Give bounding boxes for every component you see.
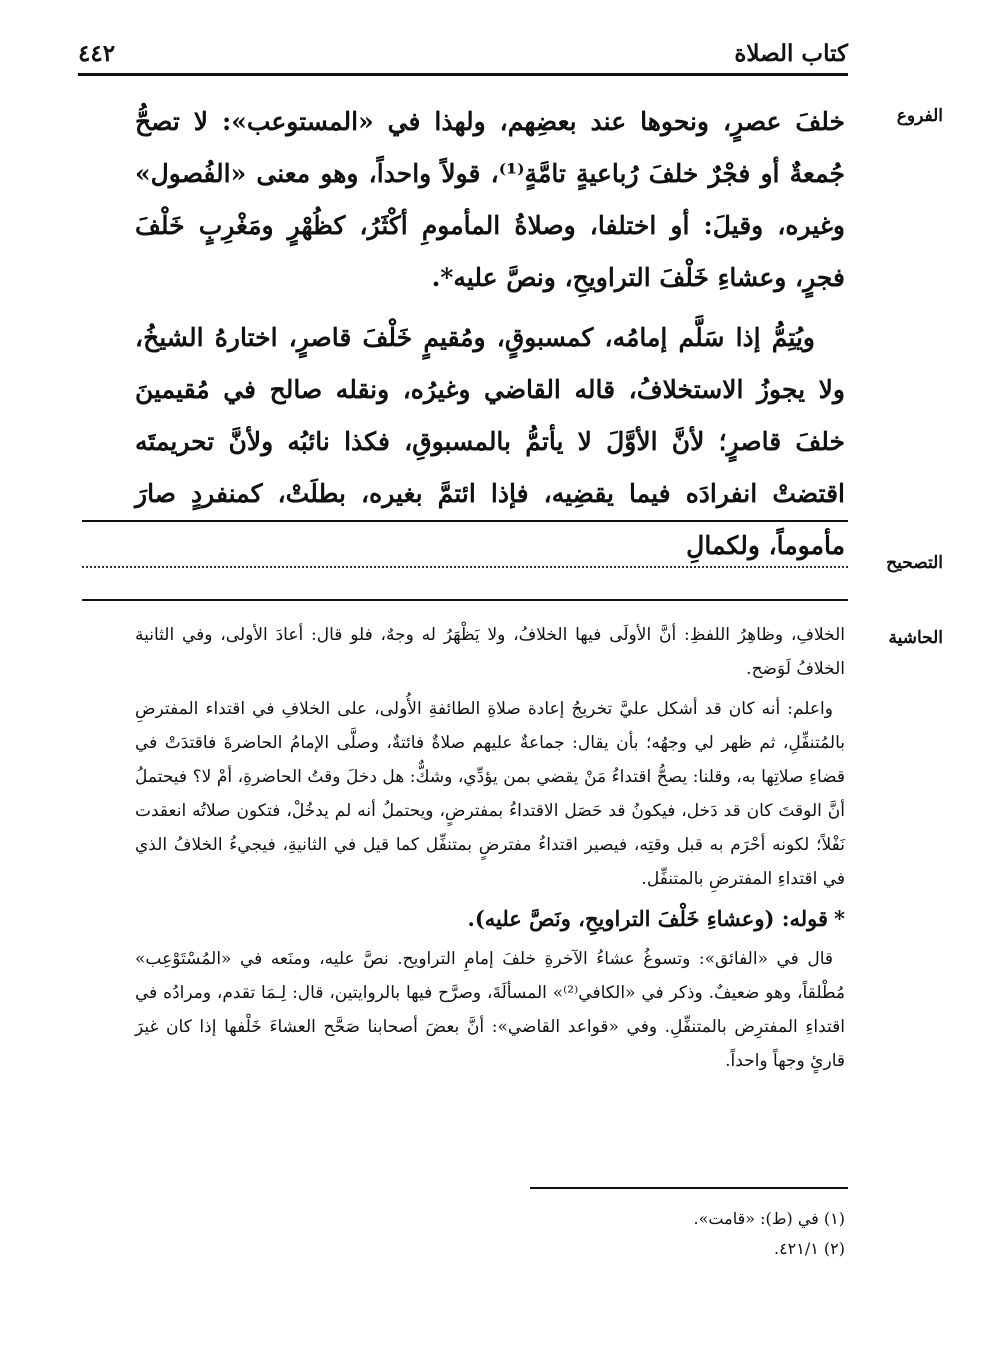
footnote-divider [530, 1187, 848, 1189]
page-number: ٤٤٢ [78, 40, 116, 67]
main-divider [82, 520, 848, 522]
quote-text: قوله: (وعشاءِ خَلْفَ التراويحِ، ونَصَّ عليه). [467, 906, 829, 931]
main-paragraph: خلفَ عصرٍ، ونحوها عند بعضِهم، ولهذا في «المستوعب»: لا تصحُّ جُمعةٌ أو فجْرٌ خلفَ رُباعيةٍ تامَّةٍ⁽¹⁾، قولاً واحداً، وهو معنى «الفُصول» وغيره، وقيلَ: أو اختلفا، وصلاةُ المأمومِ أكْثَرُ، كظُهْرٍ ومَغْرِبٍ خَلْفَ فجرٍ، وعشاءِ خَلْفَ التراويحِ، ونصَّ عليه*. [135, 107, 845, 292]
hashia-text [135, 618, 845, 1078]
footnote: (١) في (ط): «قامت». [693, 1209, 845, 1228]
main-text [135, 96, 845, 572]
label-furu: الفروع [896, 106, 943, 126]
footnote: (٢) ٤٢١/١. [773, 1239, 845, 1258]
header-rule [78, 73, 848, 76]
hashia-quote-heading [135, 902, 845, 936]
tashih-dotted-line [82, 566, 848, 568]
label-tashih: التصحيح [886, 553, 943, 573]
tashih-divider [82, 599, 848, 601]
running-title: كتاب الصلاة [734, 40, 848, 67]
main-paragraph: ويُتِمُّ إذا سَلَّم إمامُه، كمسبوقٍ، ومُقيمٍ خَلْفَ قاصرٍ، اختارهُ الشيخُ، ولا يجوزُ الاستخلافُ، قاله القاضي وغيرُه، ونقله صالح في مُقيمينَ خلفَ قاصرٍ؛ لأنَّ الأوَّلَ لا يأتمُّ بالمسبوقِ، فكذا نائبُه ولأنَّ تحريمتَه اقتضتْ انفرادَه فيما يقضِيه، فإذا ائتمَّ بغيره، بطلَتْ، كمنفردٍ صارَ مأموماً، ولكمالِ [135, 323, 845, 560]
label-hashia: الحاشية [888, 628, 943, 648]
hashia-paragraph: الخلافِ، وظاهِرُ اللفظِ: أنَّ الأولَى فيها الخلافُ، ولا يَظْهَرُ له وجهٌ، فلو قال: أعادَ الأولى، وفي الثانية الخلافُ لَوَضح. [135, 625, 845, 679]
hashia-paragraph: قال في «الفائق»: وتسوغُ عشاءُ الآخرةِ خلفَ إمامِ التراويح. نصَّ عليه، ومنَعه في «المُسْتَوْعِب» مُطْلقاً، وهو ضعيفٌ. وذكر في «الكافي⁽²⁾» المسألَةَ، وصرَّح فيها بالروايتين، قال: لِـمَا تقدم، ومرادُه في اقتداءِ المفترِض بالمتنفِّلِ. وفي «قواعد القاضي»: أنَّ بعضَ أصحابنا صَحَّح العشاءَ خَلْفها إذا كان غيرَ قارئٍ وجهاً واحداً. [135, 949, 845, 1071]
star-marker: * [834, 906, 845, 931]
footnotes [135, 1204, 845, 1264]
hashia-paragraph: واعلم: أنه كان قد أشكل عليَّ تخريجُ إعادة صلاةِ الطائفةِ الأُولى، على الخلافِ في اقتداء المفترضِ بالمُتنفِّلِ، ثم ظهر لي وجهُه؛ بأن يقال: جماعةٌ عليهم صلاةٌ فائتةٌ، وصلَّى الإمامُ الحاضرةَ فاقتدَتْ في قضاءِ صلاتِها به، وقلنا: يصحُّ اقتداءُ مَنْ يقضي بمن يؤدِّي، وشكٌّ: هل دخلَ وقتُ الحاضرةِ، أمْ لا؟ فيحتملُ أنَّ الوقتَ كان قد دَخل، فيكونُ قد حَصَل الاقتداءُ بمفترضٍ، ويحتملُ أنه لم يدخُلْ، فتكون صلاتُه انعقدت نَفْلاً؛ لكونه أحْرَم به قبل وقتِه، فيصير اقتداءُ مفترضٍ بمتنفِّل كما قيل في الثانيةِ، فيجيءُ الخلافُ الذي في اقتداءِ المفترضِ بالمتنفِّل. [135, 699, 845, 889]
page-header [78, 40, 848, 66]
